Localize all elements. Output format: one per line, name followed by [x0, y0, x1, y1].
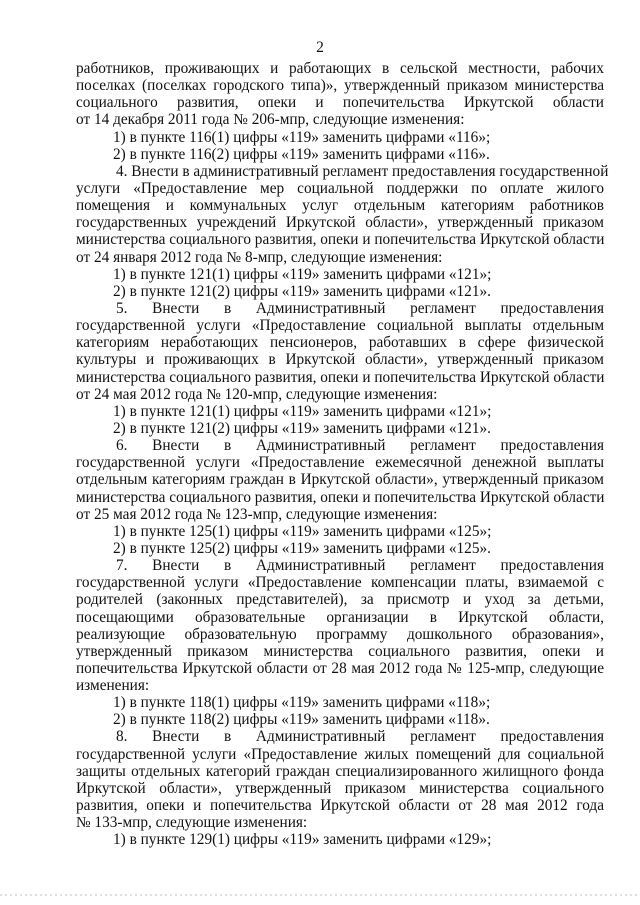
text-line: поселках (поселках городского типа)», утвержденный приказом министерства [76, 77, 604, 95]
text-line: государственных учреждений Иркутской области», утвержденный приказом [76, 214, 604, 232]
text-line: защиты отдельных категорий граждан специализированного жилищного фонда [76, 762, 604, 780]
text-line: 1) в пункте 116(1) цифры «119» заменить цифрами «116»; [113, 128, 491, 146]
text-line: отдельным категориям граждан в Иркутской области», утвержденный приказом [76, 471, 604, 489]
text-line: от 25 мая 2012 года № 123-мпр, следующие изменения: [76, 505, 438, 523]
text-line: 2) в пункте 121(2) цифры «119» заменить цифрами «121». [113, 419, 491, 437]
document-body [76, 60, 609, 849]
text-line: государственной услуги «Предоставление жилых помещений для социальной [76, 745, 604, 763]
text-line: категориям неработающих пенсионеров, работавших в сфере физической [76, 334, 604, 352]
text-line: 6. Внести в Административный регламент предоставления [116, 437, 604, 455]
page-number: 2 [316, 39, 324, 56]
text-line: 1) в пункте 121(1) цифры «119» заменить цифрами «121»; [113, 265, 492, 283]
text-line: 5. Внести в Административный регламент предоставления [116, 299, 604, 317]
text-line: 2) в пункте 125(2) цифры «119» заменить цифрами «125». [113, 539, 491, 557]
text-line: 1) в пункте 118(1) цифры «119» заменить цифрами «118»; [113, 694, 491, 712]
text-line: изменения: [76, 677, 150, 695]
text-line: реализующие образовательную программу дошкольного образования», [76, 625, 604, 643]
text-line: 1) в пункте 121(1) цифры «119» заменить цифрами «121»; [113, 402, 492, 420]
text-line: 1) в пункте 125(1) цифры «119» заменить цифрами «125»; [113, 522, 492, 540]
text-line: от 24 января 2012 года № 8-мпр, следующие изменения: [76, 248, 443, 266]
text-line: развития, опеки и попечительства Иркутской области от 28 мая 2012 года [76, 797, 604, 815]
text-line: государственной услуги «Предоставление компенсации платы, взимаемой с [76, 574, 604, 592]
scan-artifact-line [0, 894, 640, 896]
text-line: работников, проживающих и работающих в сельской местности, рабочих [76, 60, 604, 77]
text-line: от 14 декабря 2011 года № 206-мпр, следующие изменения: [76, 111, 465, 129]
text-line: 2) в пункте 121(2) цифры «119» заменить цифрами «121». [113, 282, 491, 300]
text-line: утвержденный приказом министерства социального развития, опеки и [76, 642, 604, 660]
text-line: 2) в пункте 116(2) цифры «119» заменить цифрами «116». [113, 145, 490, 163]
text-line: Иркутской области», утвержденный приказом министерства социального [76, 779, 604, 797]
text-line: услуги «Предоставление мер социальной поддержки по оплате жилого [76, 179, 604, 197]
text-line: министерства социального развития, опеки и попечительства Иркутской области [76, 231, 605, 249]
text-line: 4. Внести в административный регламент предоставления государственной [116, 162, 609, 180]
text-line: помещения и коммунальных услуг отдельным категориям работников [76, 197, 604, 215]
text-line: 2) в пункте 118(2) цифры «119» заменить цифрами «118». [113, 711, 490, 729]
text-line: культуры и проживающих в Иркутской области», утвержденный приказом [76, 351, 604, 369]
text-line: № 133-мпр, следующие изменения: [76, 814, 308, 832]
text-line: от 24 мая 2012 года № 120-мпр, следующие изменения: [76, 385, 438, 403]
text-line: попечительства Иркутской области от 28 мая 2012 года № 125-мпр, следующие [76, 659, 604, 677]
text-line: 7. Внести в Административный регламент предоставления [116, 557, 604, 575]
text-line: государственной услуги «Предоставление ежемесячной денежной выплаты [76, 454, 604, 472]
text-line: государственной услуги «Предоставление социальной выплаты отдельным [76, 317, 604, 335]
text-line: социального развития, опеки и попечительства Иркутской области [76, 94, 604, 112]
text-line: посещающими образовательные организации в Иркутской области, [76, 608, 604, 626]
text-line: министерства социального развития, опеки и попечительства Иркутской области [76, 368, 605, 386]
text-line: 1) в пункте 129(1) цифры «119» заменить цифрами «129»; [113, 831, 492, 849]
text-line: 8. Внести в Административный регламент предоставления [116, 728, 604, 746]
text-line: родителей (законных представителей), за присмотр и уход за детьми, [76, 591, 604, 609]
text-line: министерства социального развития, опеки и попечительства Иркутской области [76, 488, 605, 506]
